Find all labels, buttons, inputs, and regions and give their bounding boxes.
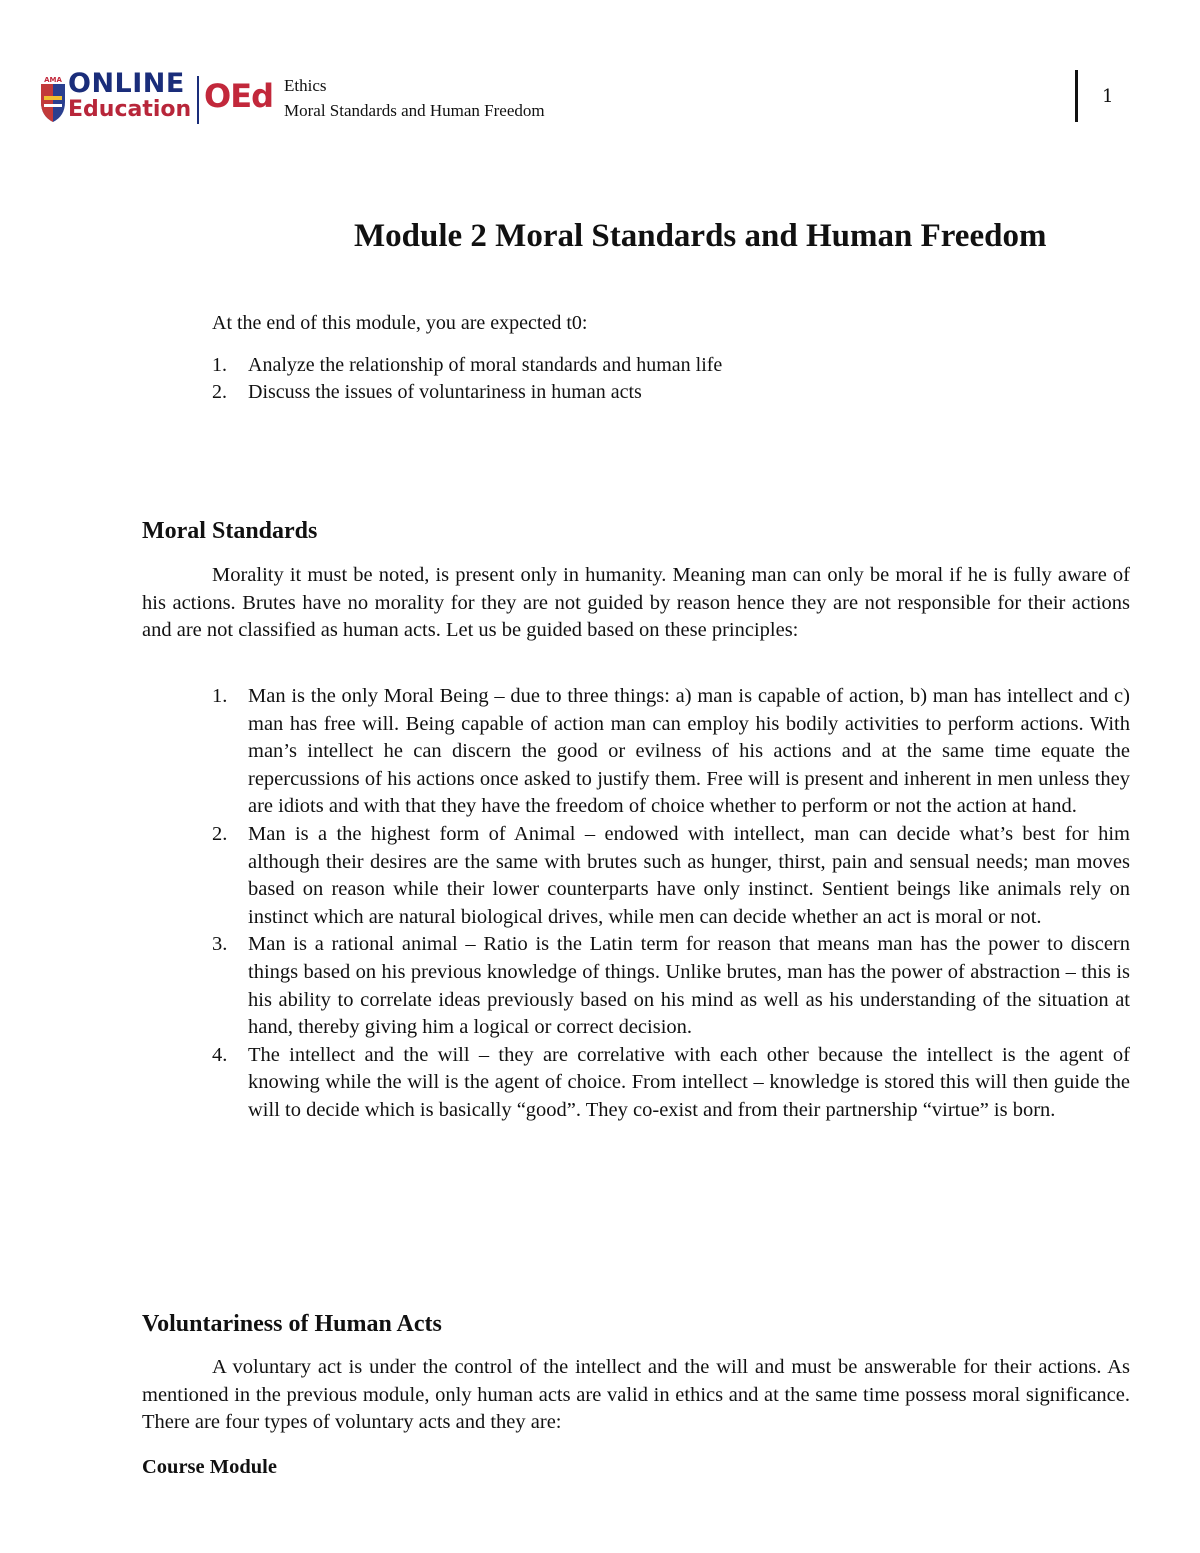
list-text: Man is the only Moral Being – due to three things: a) man is capable of action, b) man has intellect and c) man has free will. Being capable of action man can employ his bodily activities to perform actions. With man’s intellect he can discern the good or evilness of his actions and at the same time equate the repercussions of his actions once asked to justify them. Free will is present and inherent in men unless they are idiots and with that they have the freedom of choice whether to perform or not the action at hand. [248, 685, 1130, 818]
course-module-label: Course Module [142, 1456, 277, 1478]
page-number: 1 [1102, 86, 1114, 107]
list-item [212, 683, 1130, 821]
list-item [212, 931, 1130, 1041]
online-education-logo [38, 70, 278, 130]
list-number: 3. [212, 933, 228, 956]
page-number-rule [1075, 70, 1078, 122]
moral-standards-paragraph: Morality it must be noted, is present only in humanity. Meaning man can only be moral if he is fully aware of his actions. Brutes have no morality for they are not guided by reason hence they are not responsible for their actions and are not classified as human acts. Let us be guided based on these principles: [142, 564, 1130, 642]
header-subtitle: Moral Standards and Human Freedom [284, 101, 545, 120]
list-item [212, 379, 722, 406]
list-number: 1. [212, 685, 228, 707]
logo-divider [197, 76, 199, 124]
voluntariness-paragraph: A voluntary act is under the control of the intellect and the will and must be answerable for their actions. As mentioned in the previous module, only human acts are valid in ethics and at the same time possess moral significance. There are four types of voluntary acts and they are: [142, 1356, 1130, 1434]
section-heading-voluntariness: Voluntariness of Human Acts [142, 1311, 442, 1337]
list-number: 2. [212, 822, 228, 845]
objectives-list [212, 352, 722, 406]
logo-education-text: Education [68, 97, 192, 122]
list-text: The intellect and the will – they are correlative with each other because the intellect is the agent of knowing while the will is the agent of choice. From intellect – knowledge is stored this will then guide the will to decide which is basically “good”. They co-exist and from their partnership “virtue” is born. [248, 1043, 1130, 1121]
header-text [284, 73, 545, 123]
shield-text: AMA [44, 76, 62, 84]
list-number: 1. [212, 354, 227, 376]
section-heading-moral-standards: Moral Standards [142, 518, 318, 544]
list-item [212, 352, 722, 379]
list-number: 2. [212, 381, 227, 403]
principles-list [212, 683, 1130, 1125]
page-header [0, 0, 1200, 140]
logo-oed-badge: OEd [204, 77, 273, 115]
page-title: Module 2 Moral Standards and Human Freedom [354, 218, 1047, 254]
list-text: Analyze the relationship of moral standards and human life [248, 354, 723, 376]
logo-online-text: ONLINE [68, 68, 185, 99]
list-text: Discuss the issues of voluntariness in human acts [248, 381, 642, 403]
shield-icon [38, 74, 68, 124]
list-text: Man is a the highest form of Animal – endowed with intellect, man can decide what’s best for him although their desires are the same with brutes such as hunger, thirst, pain and sensual needs; man moves based on reason while their lower counterparts have only instinct. Sentient beings like animals rely on instinct which are natural biological drives, while men can decide whether an act is moral or not. [248, 822, 1130, 928]
list-item [212, 821, 1130, 931]
header-course: Ethics [284, 76, 327, 95]
list-item [212, 1042, 1130, 1125]
list-number: 4. [212, 1043, 228, 1066]
objectives-lead: At the end of this module, you are expected t0: [212, 312, 588, 334]
list-text: Man is a rational animal – Ratio is the Latin term for reason that means man has the power to discern things based on his previous knowledge of things. Unlike brutes, man has the power of abstraction – this is his ability to correlate ideas previously based on his mind as well as his understanding of the situation at hand, thereby giving him a logical or correct decision. [248, 933, 1130, 1039]
